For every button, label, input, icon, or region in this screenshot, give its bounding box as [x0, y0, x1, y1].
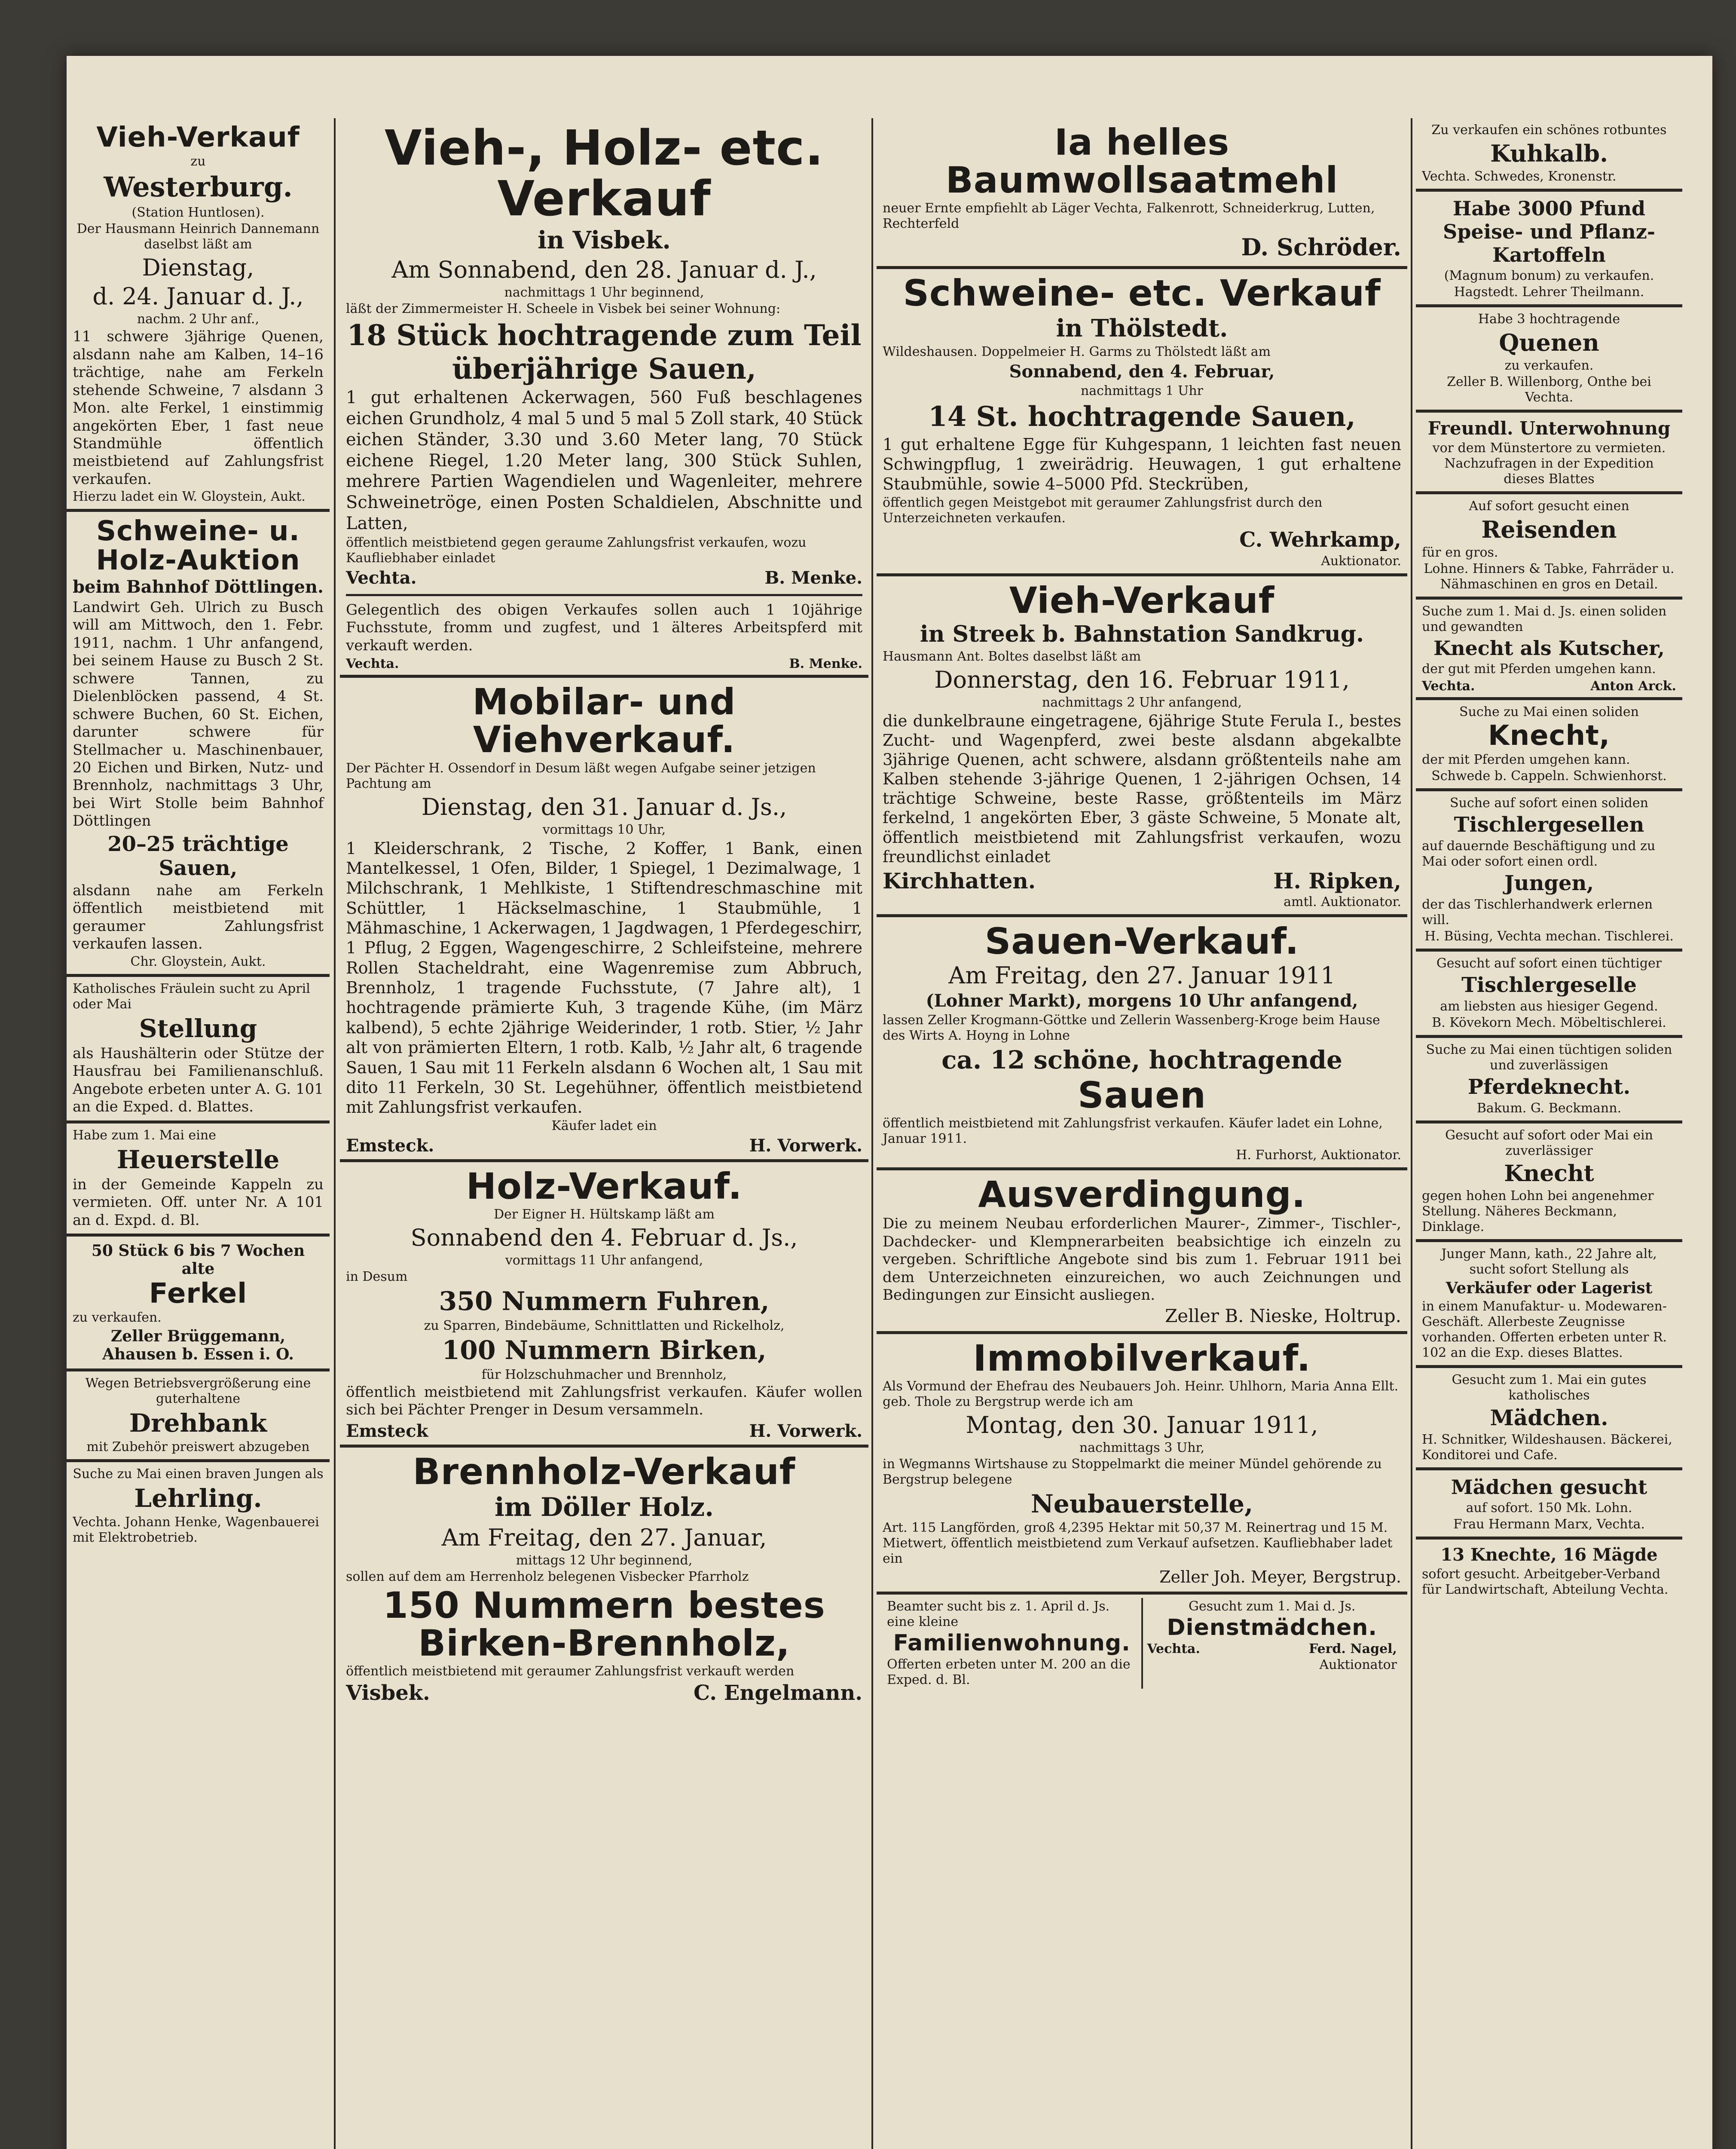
signature-place: Vechta.: [346, 656, 399, 672]
ad-text: Käufer ladet ein: [551, 1118, 657, 1133]
ad-text: Der Eigner H. Hültskamp läßt am: [494, 1206, 715, 1222]
ad-knecht-kutscher: [1416, 600, 1682, 700]
ad-row-small: [877, 1595, 1407, 1692]
ad-text: Suche auf sofort einen soliden: [1450, 796, 1648, 811]
ad-body: Art. 115 Langförden, groß 4,2395 Hektar mit 50,37 M. Reinertrag und 15 M. Mietwert, öffentlich meistbietend zum Verkauf aufsetzen. Kaufliebhaber ladet ein: [883, 1520, 1393, 1567]
ad-headline: Familienwohnung.: [893, 1630, 1131, 1656]
ad-signature: D. Schröder.: [1241, 233, 1401, 261]
ad-text: nachmittags 1 Uhr beginnend,: [504, 285, 704, 300]
column-3: [877, 118, 1407, 2149]
ad-drehbank: [67, 1371, 330, 1462]
ad-heuerstelle: [67, 1123, 330, 1237]
ad-highlight: Sauen: [1078, 1074, 1206, 1117]
ad-headline: Ausverdingung.: [978, 1173, 1306, 1216]
ad-lehrling: [67, 1462, 330, 1550]
ad-signature: Vechta. Schwedes, Kronenstr.: [1422, 169, 1617, 184]
ad-baumwollsaatmehl: [877, 118, 1407, 269]
ad-headline: Habe 3000 Pfund Speise- und Pflanz-Kartoffeln: [1443, 197, 1655, 266]
ad-body: als Haushälterin oder Stütze der Hausfrau bei Familienanschluß. Angebote erbeten unter A. G. 101 an die Exped. d. Blattes.: [73, 1044, 324, 1116]
signature-name: H. Vorwerk.: [749, 1420, 862, 1441]
signature-place: Vechta.: [346, 567, 417, 588]
ad-signature: B. Kövekorn Mech. Möbeltischlerei.: [1432, 1015, 1666, 1031]
ad-signature: Hagstedt. Lehrer Theilmann.: [1454, 285, 1644, 300]
ad-ausverdingung: [877, 1170, 1407, 1334]
ad-signature: Zeller Joh. Meyer, Bergstrup.: [1159, 1567, 1401, 1587]
ad-headline: Drehbank: [129, 1408, 267, 1438]
ad-schweine-holz-auktion: [67, 512, 330, 977]
ad-text: 50 Stück 6 bis 7 Wochen alte: [91, 1242, 305, 1278]
ad-maedchen: [1416, 1368, 1682, 1470]
ad-dienstmaedchen: [1143, 1598, 1402, 1689]
ad-signature: Vechta. Johann Henke, Wagenbauerei mit Elektrobetrieb.: [73, 1515, 319, 1546]
ad-text: öffentlich meistbietend mit geraumer Zahlungsfrist verkauft werden: [346, 1664, 795, 1679]
ad-headline: Immobilverkauf.: [973, 1337, 1311, 1380]
ad-headline: Jungen,: [1504, 871, 1594, 896]
ad-text: lassen Zeller Krogmann-Göttke und Zellerin Wassenberg-Kroge beim Hause des Wirts A. Hoyng in Lohne: [883, 1013, 1380, 1044]
ad-kuhkalb: [1416, 118, 1682, 192]
ad-date: Sonnabend den 4. Februar d. Js.,: [410, 1224, 798, 1251]
ad-signature: [346, 568, 862, 588]
signature-name: B. Menke.: [789, 656, 862, 672]
signature-place: Vechta.: [1147, 1641, 1200, 1656]
ad-signature: Zeller B. Nieske, Holtrup.: [1165, 1305, 1401, 1326]
ad-body: gegen hohen Lohn bei angenehmer Stellung. Näheres Beckmann, Dinklage.: [1422, 1188, 1654, 1235]
ad-body: in der Gemeinde Kappeln zu vermieten. Off. unter Nr. A 101 an d. Expd. d. Bl.: [73, 1176, 324, 1229]
ad-body: in einem Manufaktur- u. Modewaren-Geschäft. Allerbeste Zeugnisse vorhanden. Offerten erbeten unter R. 102 an die Exp. dieses Blattes.: [1422, 1299, 1667, 1361]
ad-text: Beamter sucht bis z. 1. April d. Js. eine kleine: [887, 1598, 1110, 1629]
ad-signature: [1147, 1641, 1397, 1656]
ad-headline: Mädchen.: [1490, 1405, 1608, 1431]
ad-highlight: 350 Nummern Fuhren,: [439, 1286, 770, 1316]
ad-body: öffentlich meistbietend mit Zahlungsfrist verkaufen. Käufer wollen sich bei Pächter Prenger in Desum versammeln.: [346, 1383, 862, 1419]
ad-signature: Hierzu ladet ein W. Gloystein, Aukt.: [73, 489, 306, 505]
signature-place: Visbek.: [346, 1681, 430, 1705]
ad-headline: Tischlergesellen: [1454, 813, 1644, 837]
ad-signature: H. Furhorst, Auktionator.: [1236, 1148, 1401, 1163]
ad-signature: Chr. Gloystein, Aukt.: [130, 954, 266, 969]
column-rule: [871, 118, 873, 2149]
signature-place: Vechta.: [1422, 679, 1475, 694]
ad-text: zu Sparren, Bindebäume, Schnittlatten und Rickelholz,: [424, 1318, 785, 1333]
ad-headline: Mobilar- und Viehverkauf.: [472, 681, 736, 761]
ad-schweine-verkauf-thoelstedt: [877, 269, 1407, 576]
ad-headline: Dienstmädchen.: [1167, 1614, 1377, 1641]
ad-text: nachmittags 3 Uhr,: [1079, 1440, 1205, 1456]
ad-text: Auf sofort gesucht einen: [1469, 499, 1629, 514]
ad-note: [346, 594, 862, 671]
ad-highlight: 150 Nummern bestes Birken-Brennholz,: [383, 1584, 825, 1665]
ad-knechte-maegde: [1416, 1540, 1682, 1602]
ad-signature: Zeller Brüggemann, Ahausen b. Essen i. O.: [102, 1327, 294, 1364]
ad-headline: Verkäufer oder Lagerist: [1446, 1279, 1653, 1298]
ad-date: Am Freitag, den 27. Januar 1911: [948, 962, 1336, 989]
ad-text: vormittags 11 Uhr anfangend,: [505, 1252, 703, 1268]
ad-sauen-verkauf: [877, 917, 1407, 1170]
ad-signature-title: amtl. Auktionator.: [1284, 894, 1401, 909]
ad-body: zu verkaufen.: [1504, 358, 1594, 373]
ad-unterwohnung: [1416, 413, 1682, 494]
ad-body: 1 gut erhaltene Egge für Kuhgespann, 1 leichten fast neuen Schwingpflug, 1 zweirädrig. Heuwagen, 1 gut erhaltene Staubmühle, sowie 4–5000 Pfd. Steckrüben,: [883, 435, 1401, 494]
ad-headline: Stellung: [139, 1013, 257, 1043]
ad-body: Gelegentlich des obigen Verkaufes sollen auch 1 10jährige Fuchsstute, fromm und zugfest, und 1 älteres Arbeitspferd mit verkauft werden.: [346, 601, 862, 654]
ad-signature: [346, 1681, 862, 1705]
ad-signature-title: Auktionator: [1319, 1657, 1397, 1672]
ad-headline: Reisenden: [1481, 516, 1617, 543]
signature-name: Ferd. Nagel,: [1308, 1641, 1397, 1656]
ad-verkaeufer-lagerist: [1416, 1242, 1682, 1368]
ad-body: für en gros.: [1422, 545, 1498, 560]
ad-text: in Wegmanns Wirtshause zu Stoppelmarkt die meiner Mündel gehörende zu Bergstrup belegene: [883, 1457, 1382, 1488]
ad-text: Suche zu Mai einen soliden: [1459, 704, 1639, 719]
ad-text: Der Hausmann Heinrich Dannemann daselbst läßt am: [76, 221, 320, 252]
ad-headline: Holz-Verkauf.: [466, 1165, 743, 1207]
ad-signature: [346, 1136, 862, 1156]
ad-body: alsdann nahe am Ferkeln öffentlich meistbietend mit geraumer Zahlungsfrist verkaufen lassen.: [73, 882, 324, 953]
ad-headline: Vieh-Verkauf: [96, 122, 300, 153]
column-4: [1416, 118, 1682, 2149]
ad-holz-verkauf: [340, 1162, 868, 1448]
ad-mobilar-viehverkauf: [340, 678, 868, 1162]
signature-place: Emsteck.: [346, 1135, 434, 1156]
ad-signature: Zeller B. Willenborg, Onthe bei Vechta.: [1447, 374, 1651, 405]
ad-knecht: [1416, 700, 1682, 791]
ad-pferdeknecht: [1416, 1038, 1682, 1123]
ad-signature: [346, 1421, 862, 1441]
ad-text: Hausmann Ant. Boltes daselbst läßt am: [883, 649, 1141, 664]
ad-signature: H. Büsing, Vechta mechan. Tischlerei.: [1424, 929, 1674, 944]
ad-body: 11 schwere 3jährige Quenen, alsdann nahe am Kalben, 14–16 trächtige, nahe am Ferkeln stehende Schweine, 7 alsdann 3 Mon. alte Ferkel, 1 einstimmig angekörten Eber, 1 fast neue Standmühle öffentlich meistbietend auf Zahlungsfrist verkaufen.: [73, 328, 324, 488]
ad-body: auf sofort. 150 Mk. Lohn.: [1466, 1500, 1632, 1516]
ad-signature: [346, 656, 862, 671]
ad-text: für Holzschuhmacher und Brennholz,: [481, 1367, 727, 1382]
ad-headline: Freundl. Unterwohnung: [1427, 418, 1671, 439]
ad-date: Am Freitag, den 27. Januar,: [441, 1524, 767, 1551]
signature-place: Emsteck: [346, 1420, 428, 1441]
ad-text: nachmittags 2 Uhr anfangend,: [1042, 695, 1242, 710]
column-rule: [334, 118, 336, 2149]
ad-reisenden: [1416, 494, 1682, 600]
ad-text: Zu verkaufen ein schönes rotbuntes: [1431, 122, 1667, 138]
ad-signature: Schwede b. Cappeln. Schwienhorst.: [1431, 768, 1667, 784]
ad-signature: Bakum. G. Beckmann.: [1476, 1101, 1622, 1116]
ad-text: Als Vormund der Ehefrau des Neubauers Joh. Heinr. Uhlhorn, Maria Anna Ellt. geb. Thole zu Bergstrup werde ich am: [883, 1379, 1399, 1410]
ad-text: Suche zu Mai einen tüchtigen soliden und zuverlässigen: [1426, 1042, 1672, 1073]
ad-text: Offerten erbeten unter M. 200 an die Exped. d. Bl.: [887, 1656, 1131, 1687]
ad-immobilverkauf: [877, 1334, 1407, 1595]
ad-headline: Quenen: [1499, 329, 1599, 356]
ad-highlight: 18 Stück hochtragende zum Teil überjährige Sauen,: [347, 318, 862, 386]
ad-headline: Mädchen gesucht: [1451, 1476, 1647, 1499]
ad-text: Suche zu Mai einen braven Jungen als: [73, 1466, 324, 1482]
ad-text: öffentlich meistbietend mit Zahlungsfrist verkaufen. Käufer ladet ein Lohne, Januar 1911.: [883, 1116, 1383, 1147]
ad-signature: C. Wehrkamp,: [1239, 527, 1401, 552]
ad-place: in Streek b. Bahnstation Sandkrug.: [920, 621, 1364, 647]
ad-vieh-verkauf-streek: [877, 576, 1407, 917]
ad-headline: Sauen-Verkauf.: [984, 920, 1299, 962]
ad-highlight: 20–25 trächtige Sauen,: [107, 832, 289, 880]
ad-text: öffentlich gegen Meistgebot mit geraumer Zahlungsfrist durch den Unterzeichneten verkaufen.: [883, 495, 1323, 526]
ad-body: der das Tischlerhandwerk erlernen will.: [1422, 897, 1653, 928]
ad-signature: Frau Hermann Marx, Vechta.: [1453, 1517, 1645, 1532]
ad-familienwohnung: [883, 1598, 1143, 1689]
ad-kartoffeln: [1416, 192, 1682, 307]
ad-text: Suche zum 1. Mai d. Js. einen soliden und gewandten: [1422, 604, 1667, 634]
ad-headline: Schweine- u. Holz-Auktion: [96, 515, 300, 576]
column-2: [340, 118, 868, 2149]
ad-text: öffentlich meistbietend gegen geraume Zahlungsfrist verkaufen, wozu Kaufliebhaber einladet: [346, 535, 807, 566]
ad-headline: 13 Knechte, 16 Mägde: [1440, 1545, 1658, 1565]
ad-highlight: Neubauerstelle,: [1030, 1489, 1253, 1519]
ad-ferkel: [67, 1237, 330, 1371]
ad-headline: Schweine- etc. Verkauf: [903, 272, 1381, 315]
ad-date: Sonnabend, den 4. Februar,: [1009, 361, 1275, 382]
ad-signature-title: Auktionator.: [1321, 553, 1401, 569]
ad-headline: Vieh-Verkauf: [1009, 579, 1275, 621]
ad-text: zu: [190, 154, 206, 169]
ad-text: Wildeshausen. Doppelmeier H. Garms zu Thölstedt läßt am: [883, 344, 1271, 359]
ad-tischlergeselle: [1416, 952, 1682, 1038]
ad-body: Die zu meinem Neubau erforderlichen Maurer-, Zimmer-, Tischler-, Dachdecker- und Klempnerarbeiten beabsichtige ich einzeln zu vergeben. Schriftliche Angebote sind bis zum 1. Februar 1911 bei dem Unterzeichneten einzureichen, wo auch Zeichnungen und Bedingungen zur Einsicht ausliegen.: [883, 1215, 1401, 1304]
ad-text: Gesucht auf sofort einen tüchtiger: [1436, 956, 1662, 971]
signature-name: Anton Arck.: [1590, 679, 1676, 694]
ad-brennholz-verkauf: [340, 1448, 868, 1709]
ad-headline: Ia helles Baumwollsaatmehl: [945, 121, 1339, 202]
ad-place: Westerburg.: [104, 171, 293, 204]
ad-body: sofort gesucht. Arbeitgeber-Verband für Landwirtschaft, Abteilung Vechta.: [1422, 1567, 1669, 1598]
ad-text: nachm. 2 Uhr anf.,: [137, 312, 260, 327]
ad-date: Montag, den 30. Januar 1911,: [966, 1411, 1318, 1439]
ad-vieh-holz-verkauf-visbek: [340, 118, 868, 678]
ad-stellung: [67, 977, 330, 1123]
ad-headline: Knecht als Kutscher,: [1433, 637, 1665, 660]
ad-body: neuer Ernte empfiehlt ab Läger Vechta, Falkenrott, Schneiderkrug, Lutten, Rechterfeld: [883, 201, 1375, 232]
ad-tischlergesellen-jungen: [1416, 791, 1682, 952]
ad-text: (Station Huntlosen).: [131, 205, 265, 220]
ad-headline: Knecht,: [1488, 720, 1610, 752]
ad-headline: Lehrling.: [134, 1484, 262, 1513]
ad-text: nachmittags 1 Uhr: [1080, 383, 1204, 398]
ad-body: mit Zubehör preiswert abzugeben: [86, 1439, 310, 1455]
ad-body: 1 gut erhaltenen Ackerwagen, 560 Fuß beschlagenes eichen Grundholz, 4 mal 5 und 5 mal 5 Zoll stark, 40 Stück eichen Ständer, 3.30 und 3.60 Meter lang, 70 Stück eichene Riegel, 1.20 Meter lang, 300 Stück Suhlen, mehrere Partien Wagendielen und Wagenleiter, mehrere Schweinetröge, einen Posten Schaldielen, Abschnitte und Latten,: [346, 388, 862, 533]
ad-headline: Knecht: [1504, 1160, 1594, 1187]
ad-text: in Desum: [346, 1269, 408, 1284]
ad-signature: H. Schnitker, Wildeshausen. Bäckerei, Konditorei und Cafe.: [1422, 1432, 1672, 1463]
ad-text: (Lohner Markt), morgens 10 Uhr anfangend,: [926, 991, 1358, 1011]
ad-headline: Tischlergeselle: [1461, 973, 1637, 998]
ad-text: Habe zum 1. Mai eine: [73, 1127, 216, 1143]
ad-signature: [883, 868, 1401, 894]
ad-date: Dienstag,: [142, 254, 254, 282]
ad-headline: Ferkel: [149, 1278, 248, 1310]
ad-maedchen-gesucht: [1416, 1470, 1682, 1540]
ad-headline: Heuerstelle: [116, 1145, 280, 1174]
ad-text: Gesucht zum 1. Mai d. Js.: [1189, 1598, 1356, 1614]
ad-text: Katholisches Fräulein sucht zu April oder Mai: [73, 981, 310, 1012]
column-rule: [1411, 118, 1412, 2149]
signature-name: C. Engelmann.: [694, 1681, 862, 1705]
ad-place: beim Bahnhof Döttlingen.: [73, 576, 324, 597]
ad-headline: Vieh-, Holz- etc. Verkauf: [385, 120, 824, 227]
ad-headline: Brennholz-Verkauf: [413, 1450, 796, 1493]
signature-name: B. Menke.: [764, 567, 862, 588]
ad-text: läßt der Zimmermeister H. Scheele in Visbek bei seiner Wohnung:: [346, 301, 781, 317]
ad-body: auf dauernde Beschäftigung und zu Mai oder sofort einen ordl.: [1422, 839, 1656, 869]
ad-body: der gut mit Pferden umgehen kann.: [1422, 661, 1656, 677]
ad-vieh-verkauf-westerburg: [67, 118, 330, 512]
ad-knecht-dinklage: [1416, 1123, 1682, 1242]
ad-body: (Magnum bonum) zu verkaufen.: [1444, 268, 1654, 283]
ad-place: in Thölstedt.: [1056, 314, 1228, 343]
ad-place: in Visbek.: [538, 226, 671, 255]
ad-text: Gesucht zum 1. Mai ein gutes katholisches: [1452, 1372, 1647, 1403]
ad-date: Dienstag, den 31. Januar d. Js.,: [421, 793, 787, 820]
ad-body: die dunkelbraune eingetragene, 6jährige Stute Ferula I., bestes Zucht- und Wagenpferd, zwei beste alsdann abgekalbte 3jährige Quenen, acht schwere, alsdann größtenteils nahe am Kalben stehende 3-jährige Quenen, 1 2-jährigen Ochsen, 14 trächtige Schweine, beste Rasse, größtenteils im März ferkelnd, 1 angekörten Eber, 3 gäste Schweine, 5 Monate alt, öffentlich meistbietend mit Zahlungsfrist verkaufen, wozu freundlichst einladet: [883, 711, 1401, 866]
ad-text: mittags 12 Uhr beginnend,: [516, 1552, 693, 1568]
ad-body: Landwirt Geh. Ulrich zu Busch will am Mittwoch, den 1. Febr. 1911, nachm. 1 Uhr anfangend, bei seinem Hause zu Busch 2 St. schwere Tannen, zu Dielenblöcken passend, 4 St. schwere Buchen, 60 St. Eichen, darunter schwere für Stellmacher u. Maschinenbauer, 20 Eichen und Birken, Nutz- und Brennholz, nachmittags 3 Uhr, bei Wirt Stolle beim Bahnhof Döttlingen: [73, 598, 324, 830]
ad-text: Gesucht auf sofort oder Mai ein zuverlässiger: [1445, 1128, 1653, 1159]
ad-text: Wegen Betriebsvergrößerung eine guterhaltene: [85, 1376, 311, 1407]
ad-body: zu verkaufen.: [73, 1310, 162, 1326]
signature-place: Kirchhatten.: [883, 868, 1036, 894]
ad-date: Am Sonnabend, den 28. Januar d. J.,: [391, 256, 817, 284]
newspaper-page: [67, 56, 1712, 2149]
ad-highlight: ca. 12 schöne, hochtragende: [941, 1045, 1342, 1075]
signature-name: H. Ripken,: [1273, 868, 1401, 894]
ad-body: am liebsten aus hiesiger Gegend.: [1440, 999, 1658, 1014]
ad-highlight: 14 St. hochtragende Sauen,: [928, 400, 1356, 433]
signature-name: H. Vorwerk.: [749, 1135, 862, 1156]
ad-text: sollen auf dem am Herrenholz belegenen Visbecker Pfarrholz: [346, 1569, 749, 1584]
ad-quenen: [1416, 307, 1682, 413]
ad-text: Der Pächter H. Ossendorf in Desum läßt wegen Aufgabe seiner jetzigen Pachtung am: [346, 760, 816, 791]
ad-text: Junger Mann, kath., 22 Jahre alt, sucht sofort Stellung als: [1441, 1246, 1657, 1277]
ad-body: vor dem Münstertore zu vermieten. Nachzufragen in der Expedition dieses Blattes: [1432, 441, 1666, 487]
ad-date: d. 24. Januar d. J.,: [92, 283, 304, 310]
column-1: [67, 118, 330, 2149]
ad-headline: Pferdeknecht.: [1467, 1075, 1631, 1099]
ad-signature: [1422, 679, 1676, 694]
ad-highlight: 100 Nummern Birken,: [442, 1335, 767, 1365]
ad-headline: Kuhkalb.: [1490, 140, 1608, 167]
ad-date: Donnerstag, den 16. Februar 1911,: [934, 666, 1350, 693]
ad-place: im Döller Holz.: [495, 1492, 714, 1522]
ad-signature: Lohne. Hinners & Tabke, Fahrräder u. Nähmaschinen en gros en Detail.: [1424, 561, 1675, 592]
ad-text: Habe 3 hochtragende: [1478, 312, 1620, 327]
ad-body: 1 Kleiderschrank, 2 Tische, 2 Koffer, 1 Bank, einen Mantelkessel, 1 Ofen, Bilder, 1 Spiegel, 1 Dezimalwage, 1 Milchschrank, 1 Mehlkiste, 1 Stiftendreschmaschine mit Schüttler, 1 Häckselmaschine, 1 Staubmühle, 1 Mähmaschine, 1 Ackerwagen, 1 Jagdwagen, 1 Pferdegeschirr, 1 Pflug, 2 Eggen, Wagengeschirre, 2 Schleifsteine, mehrere Rollen Stacheldraht, eine Wagenremise zum Abbruch, Brennholz, 1 tragende Fuchsstute, (7 Jahre alt), 1 hochtragende prämierte Kuh, 3 tragende Kühe, (im März kalbend), 5 echte 2jährige Weiderinder, 1 rotb. Stier, ½ Jahr alt von prämierten Eltern, 1 rotb. Kalb, ½ Jahr alt, 6 tragende Sauen, 1 Sau mit 11 Ferkeln alsdann 6 Wochen alt, 1 Sau mit dito 11 Ferkeln, 30 St. Legehühner, öffentlich meistbietend mit Zahlungsfrist verkaufen.: [346, 839, 862, 1117]
ad-body: der mit Pferden umgehen kann.: [1422, 752, 1630, 768]
ad-text: vormittags 10 Uhr,: [542, 822, 666, 837]
